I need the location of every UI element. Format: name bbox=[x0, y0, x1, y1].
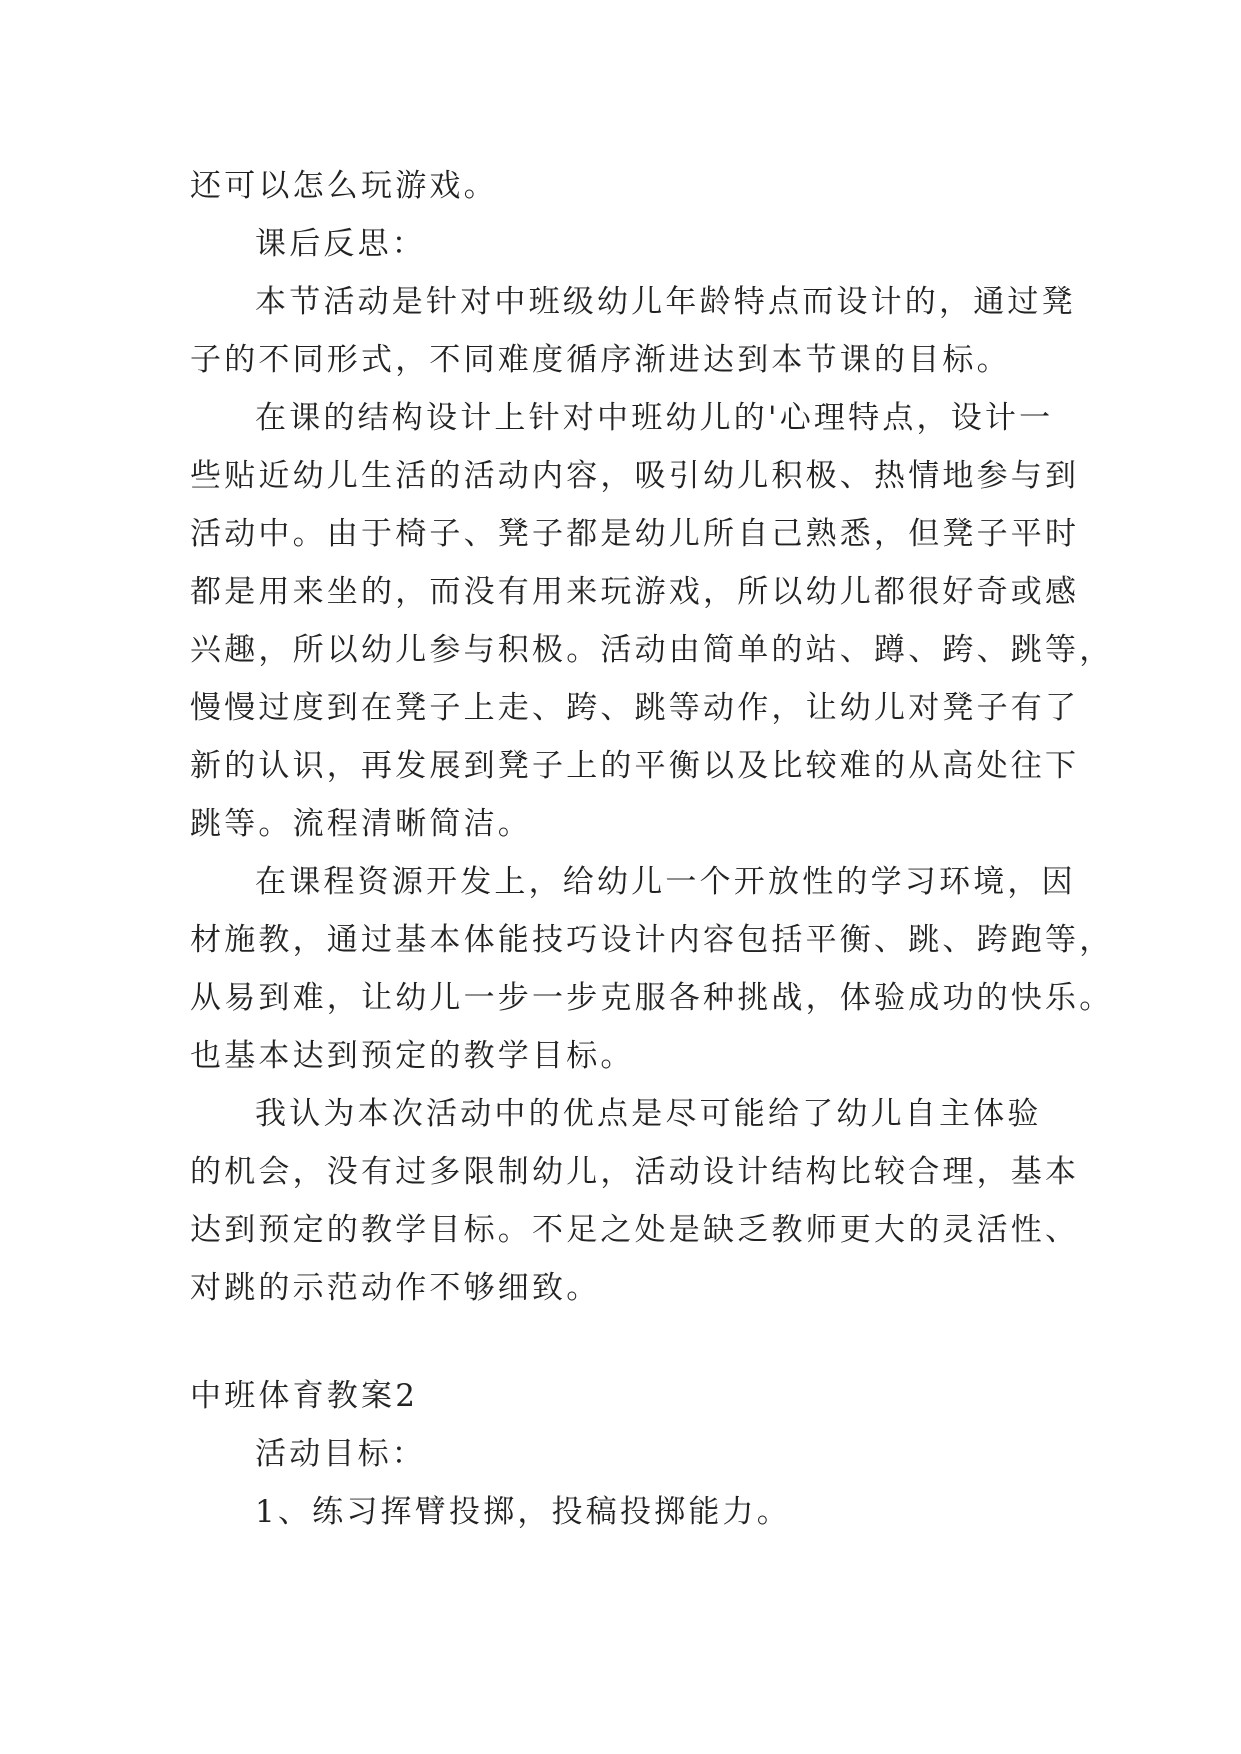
paragraph-line: 跳等。流程清晰简洁。 bbox=[190, 806, 532, 842]
paragraph-line: 慢慢过度到在凳子上走、跨、跳等动作，让幼儿对凳子有了 bbox=[190, 690, 1080, 726]
paragraph-line: 在课程资源开发上，给幼儿一个开放性的学习环境，因 bbox=[255, 864, 1076, 900]
paragraph-line: 子的不同形式，不同难度循序渐进达到本节课的目标。 bbox=[190, 342, 1011, 378]
paragraph-line: 活动中。由于椅子、凳子都是幼儿所自己熟悉，但凳子平时 bbox=[190, 516, 1080, 552]
paragraph-line: 都是用来坐的，而没有用来玩游戏，所以幼儿都很好奇或感 bbox=[190, 574, 1080, 610]
paragraph-line: 也基本达到预定的教学目标。 bbox=[190, 1038, 635, 1074]
paragraph-line: 在课的结构设计上针对中班幼儿的'心理特点，设计一 bbox=[255, 400, 1054, 436]
section-heading-reflection: 课后反思： bbox=[255, 226, 426, 262]
paragraph-line: 达到预定的教学目标。不足之处是缺乏教师更大的灵活性、 bbox=[190, 1212, 1080, 1248]
paragraph-line: 材施教，通过基本体能技巧设计内容包括平衡、跳、跨跑等， bbox=[190, 922, 1114, 958]
section-heading-objectives: 活动目标： bbox=[255, 1436, 426, 1472]
paragraph-line: 从易到难，让幼儿一步一步克服各种挑战，体验成功的快乐。 bbox=[190, 980, 1114, 1016]
list-item: 1、练习挥臂投掷，投稿投掷能力。 bbox=[255, 1494, 791, 1530]
text-line: 还可以怎么玩游戏。 bbox=[190, 168, 498, 204]
paragraph-line: 的机会，没有过多限制幼儿，活动设计结构比较合理，基本 bbox=[190, 1154, 1080, 1190]
paragraph-line: 对跳的示范动作不够细致。 bbox=[190, 1270, 601, 1306]
paragraph-line: 些贴近幼儿生活的活动内容，吸引幼儿积极、热情地参与到 bbox=[190, 458, 1080, 494]
paragraph-line: 本节活动是针对中班级幼儿年龄特点而设计的，通过凳 bbox=[255, 284, 1076, 320]
paragraph-line: 我认为本次活动中的优点是尽可能给了幼儿自主体验 bbox=[255, 1096, 1042, 1132]
section-title: 中班体育教案2 bbox=[190, 1378, 419, 1414]
paragraph-line: 新的认识，再发展到凳子上的平衡以及比较难的从高处往下 bbox=[190, 748, 1080, 784]
paragraph-line: 兴趣，所以幼儿参与积极。活动由简单的站、蹲、跨、跳等， bbox=[190, 632, 1114, 668]
